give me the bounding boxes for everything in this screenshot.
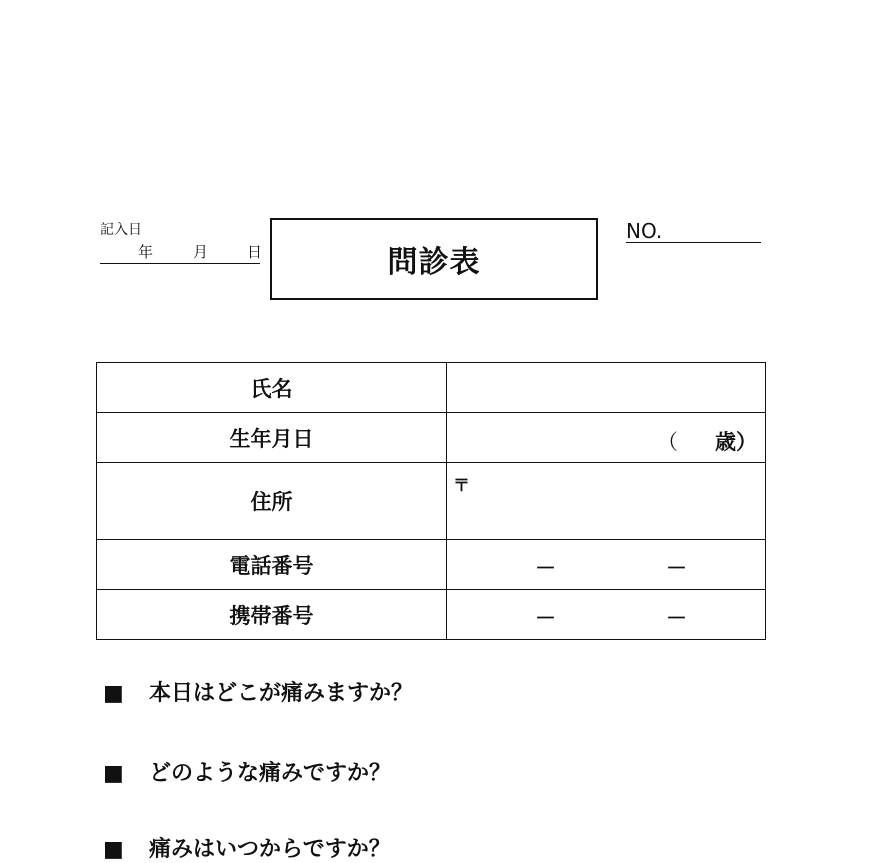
patient-info-table — [96, 362, 766, 640]
question-pain-location — [103, 676, 413, 707]
mobile-dash-1: － — [535, 606, 556, 630]
day-label: 日 — [247, 243, 263, 261]
birthdate-field[interactable] — [447, 413, 766, 463]
entry-date-label: 記入日 — [100, 222, 142, 238]
phone-row — [97, 540, 766, 590]
address-field[interactable] — [447, 463, 766, 540]
question-pain-onset — [103, 832, 391, 863]
square-bullet-icon: ■ — [103, 681, 124, 706]
name-label: 氏名 — [97, 363, 447, 413]
mobile-row — [97, 590, 766, 640]
address-label: 住所 — [97, 463, 447, 540]
year-label: 年 — [138, 243, 154, 261]
address-row — [97, 463, 766, 540]
age-open-paren: （ — [657, 430, 678, 454]
square-bullet-icon: ■ — [103, 837, 124, 862]
phone-dash-2: － — [666, 556, 687, 580]
question-text: 本日はどこが痛みますか？ — [149, 681, 414, 706]
month-label: 月 — [193, 243, 209, 261]
question-text: 痛みはいつからですか？ — [149, 837, 391, 862]
form-number-field[interactable]: NO. — [626, 218, 761, 243]
mobile-field[interactable] — [447, 590, 766, 640]
phone-label: 電話番号 — [97, 540, 447, 590]
age-unit-label: 歳） — [715, 430, 757, 454]
postal-mark: 〒 — [453, 476, 470, 496]
name-field[interactable] — [447, 363, 766, 413]
entry-date-block — [100, 221, 263, 264]
question-text: どのような痛みですか？ — [149, 761, 392, 786]
square-bullet-icon: ■ — [103, 761, 124, 786]
entry-date-field[interactable] — [100, 239, 263, 264]
name-row — [97, 363, 766, 413]
form-title: 問診表 — [270, 218, 598, 300]
question-pain-type — [103, 756, 391, 787]
mobile-label: 携帯番号 — [97, 590, 447, 640]
birthdate-row — [97, 413, 766, 463]
phone-field[interactable] — [447, 540, 766, 590]
phone-dash-1: － — [535, 556, 556, 580]
mobile-dash-2: － — [666, 606, 687, 630]
birthdate-label: 生年月日 — [97, 413, 447, 463]
